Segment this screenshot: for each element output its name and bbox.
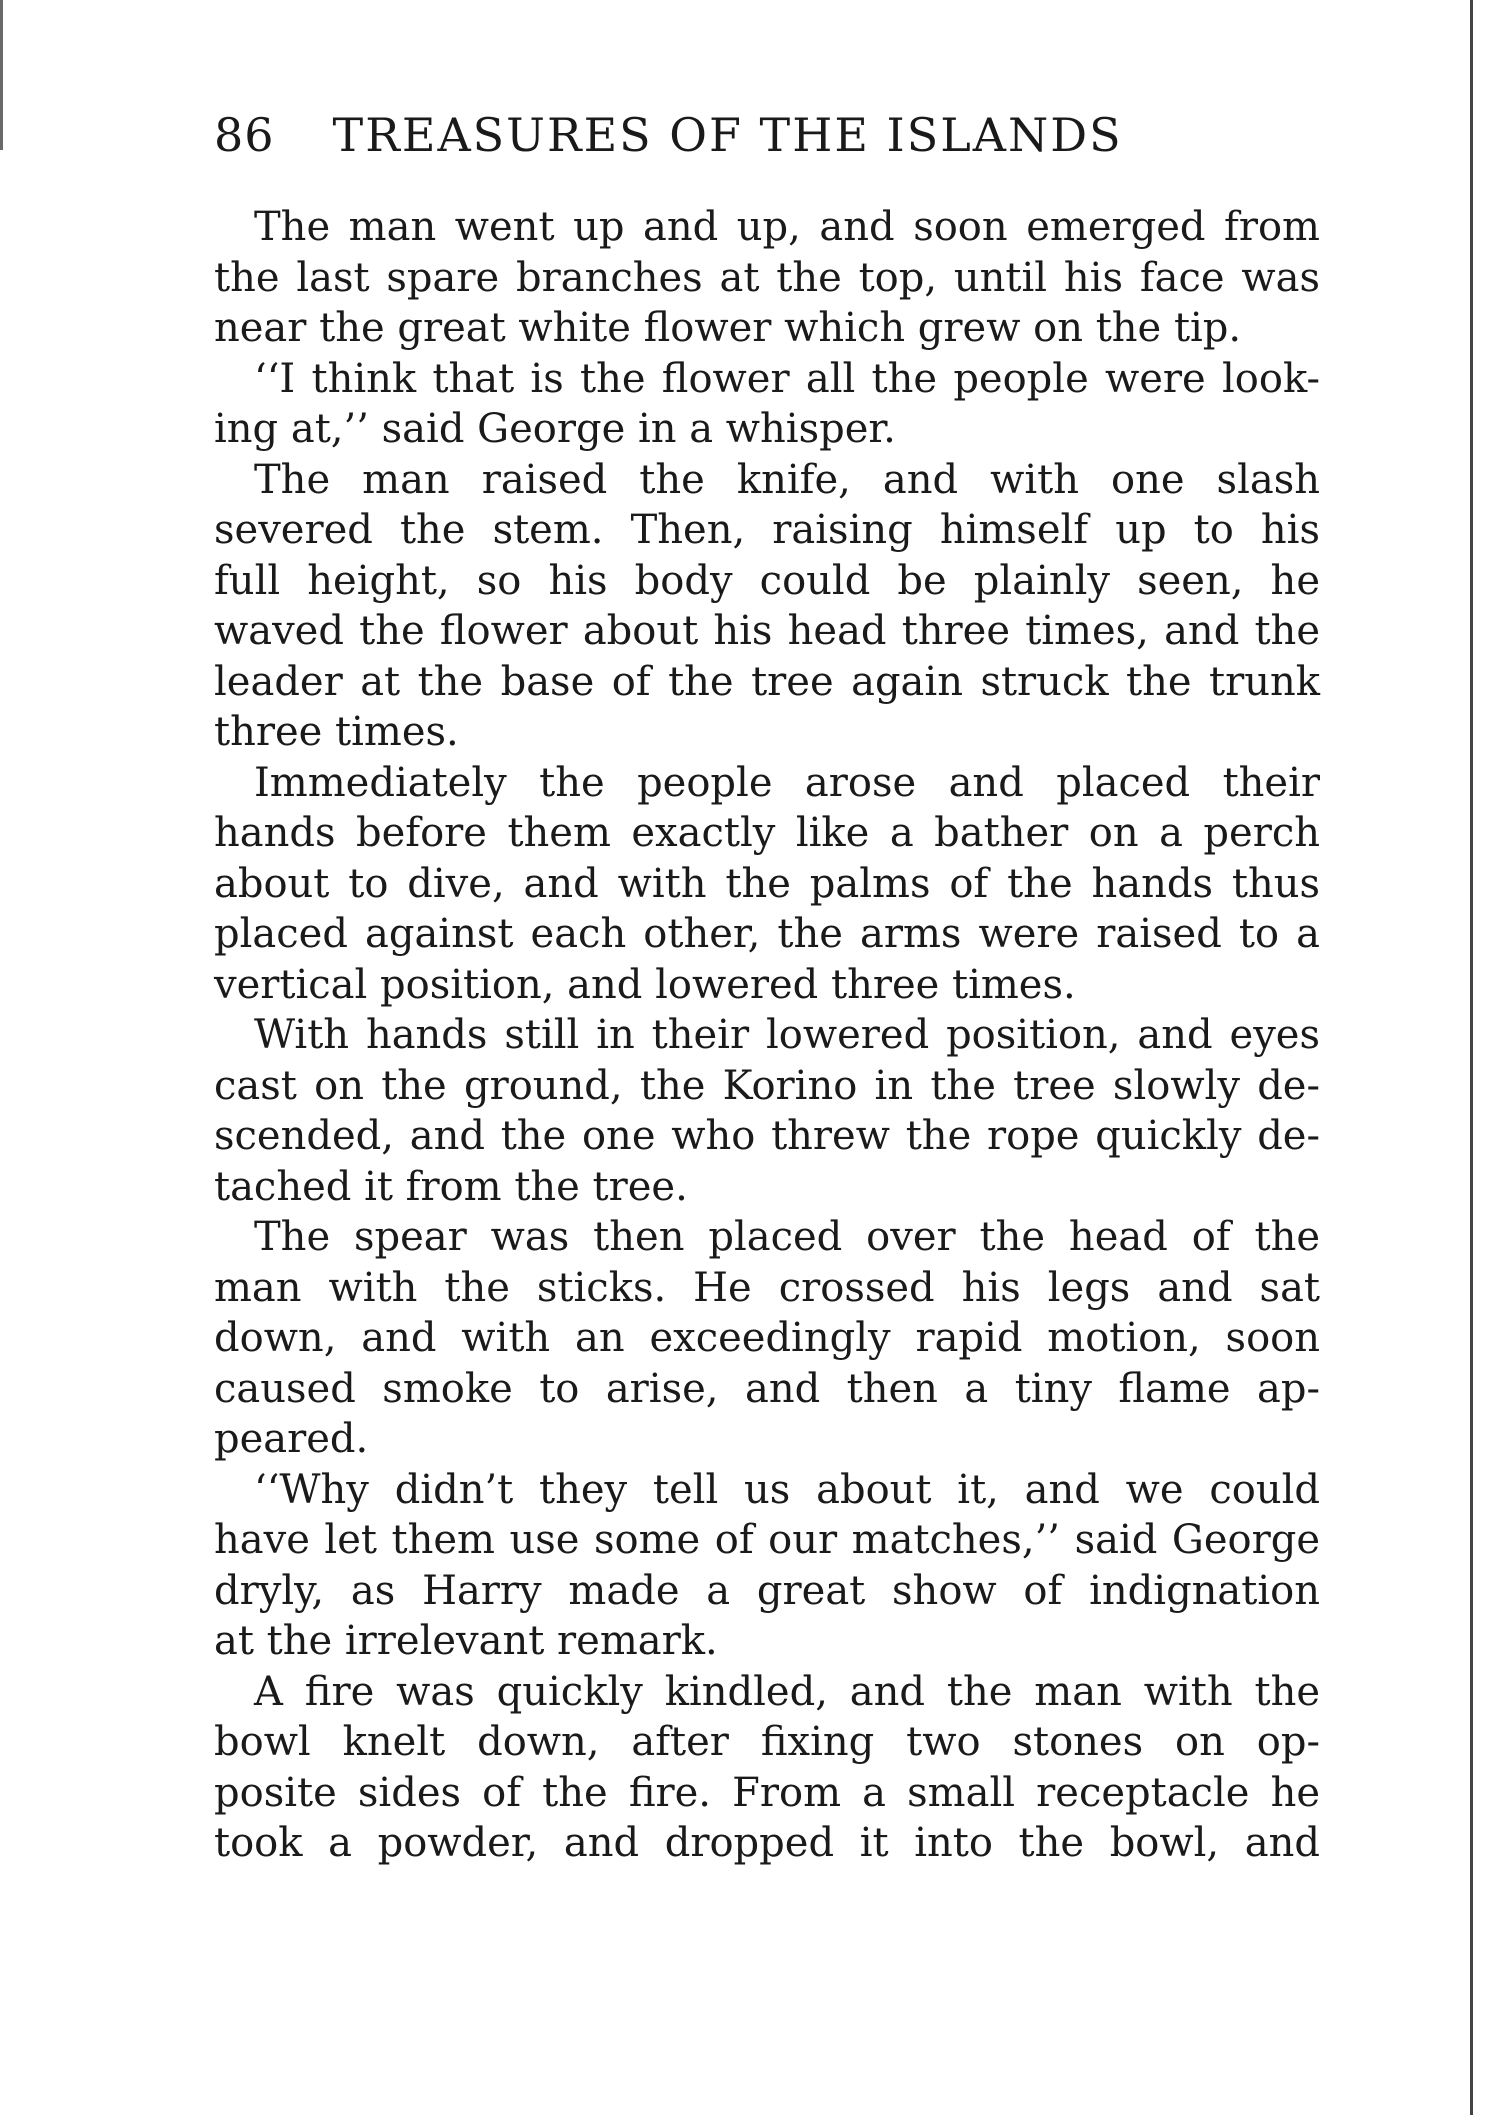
text-line: tached it from the tree.: [214, 1163, 688, 1210]
text-line: bowl knelt down, after fixing two stones on op-: [214, 1719, 1320, 1765]
text-line: ‘‘I think that is the flower all the people were look-: [254, 355, 1320, 402]
text-line: at the irrelevant remark.: [214, 1618, 718, 1664]
text-line: severed the stem. Then, raising himself up to his: [214, 507, 1320, 553]
text-line: near the great white flower which grew on the tip.: [214, 305, 1242, 351]
text-line: vertical position, and lowered three times.: [214, 961, 1076, 1008]
paragraph: [214, 1667, 1320, 1869]
text-line: peared.: [214, 1416, 369, 1462]
body-text: [214, 202, 1320, 1869]
text-line: A fire was quickly kindled, and the man with the: [254, 1668, 1320, 1715]
text-line: scended, and the one who threw the rope quickly de-: [214, 1113, 1320, 1159]
text-line: The man went up and up, and soon emerged from: [254, 204, 1320, 250]
text-line: about to dive, and with the palms of the hands thus: [214, 860, 1320, 907]
paragraph: [214, 202, 1320, 354]
running-head: TREASURES OF THE ISLANDS: [332, 108, 1123, 162]
paragraph: [214, 1010, 1320, 1212]
right-scan-edge: [1470, 0, 1473, 2115]
text-line: Immediately the people arose and placed their: [254, 759, 1320, 806]
text-line: took a powder, and dropped it into the bowl, and: [214, 1820, 1320, 1866]
page-number: 86: [214, 108, 275, 162]
text-line: leader at the base of the tree again struck the trunk: [214, 658, 1320, 705]
paragraph: [214, 354, 1320, 455]
text-line: full height, so his body could be plainly seen, he: [214, 557, 1320, 604]
text-line: The man raised the knife, and with one slash: [254, 456, 1320, 503]
text-line: the last spare branches at the top, until his face was: [214, 254, 1320, 301]
page-header: [214, 108, 1320, 178]
paragraph: [214, 1465, 1320, 1667]
left-scan-edge: [0, 0, 3, 150]
text-line: caused smoke to arise, and then a tiny flame ap-: [214, 1365, 1320, 1412]
text-line: ‘‘Why didn’t they tell us about it, and we could: [254, 1466, 1320, 1513]
paragraph: [214, 758, 1320, 1011]
text-line: cast on the ground, the Korino in the tree slowly de-: [214, 1062, 1320, 1109]
text-line: The spear was then placed over the head of the: [254, 1214, 1320, 1260]
text-line: down, and with an exceedingly rapid motion, soon: [214, 1315, 1320, 1361]
text-line: hands before them exactly like a bather on a perch: [214, 810, 1320, 856]
paragraph: [214, 455, 1320, 758]
book-page: [214, 108, 1320, 1869]
text-line: ing at,’’ said George in a whisper.: [214, 406, 896, 452]
paragraph: [214, 1212, 1320, 1465]
text-line: have let them use some of our matches,’’ said George: [214, 1517, 1320, 1563]
text-line: posite sides of the fire. From a small receptacle he: [214, 1769, 1320, 1816]
text-line: placed against each other, the arms were raised to a: [214, 911, 1320, 957]
text-line: dryly, as Harry made a great show of indignation: [214, 1567, 1320, 1614]
text-line: With hands still in their lowered position, and eyes: [254, 1012, 1320, 1058]
text-line: waved the flower about his head three times, and the: [214, 608, 1320, 654]
text-line: three times.: [214, 709, 459, 755]
text-line: man with the sticks. He crossed his legs and sat: [214, 1264, 1320, 1311]
